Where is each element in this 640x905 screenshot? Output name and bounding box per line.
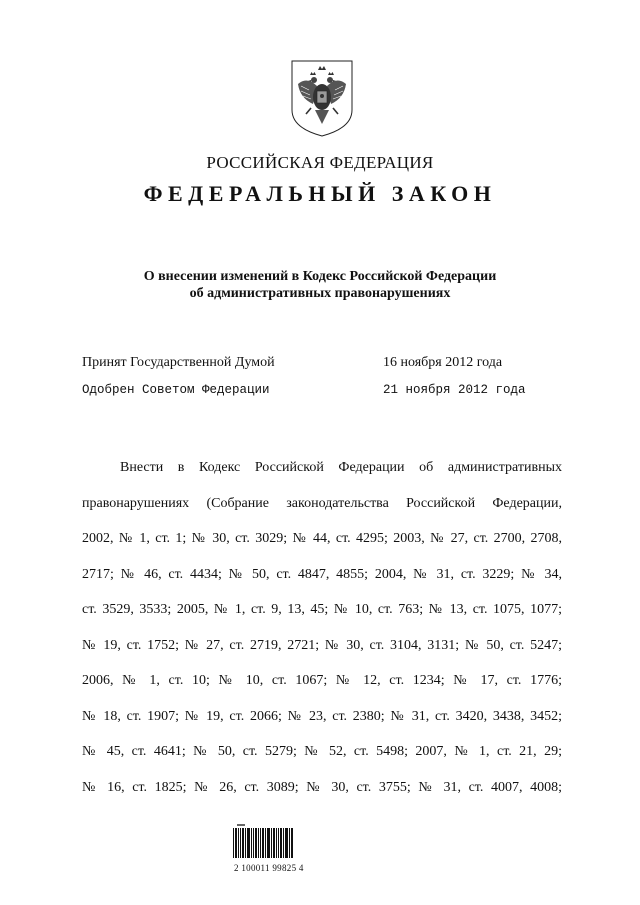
- document-type-title: ФЕДЕРАЛЬНЫЙ ЗАКОН: [143, 181, 497, 206]
- council-approval-label: Одобрен Советом Федерации: [82, 383, 270, 397]
- country-title: РОССИЙСКАЯ ФЕДЕРАЦИЯ: [206, 153, 434, 172]
- law-body-text: [82, 455, 562, 810]
- duma-adoption-label: Принят Государственной Думой: [82, 355, 275, 370]
- body-line: № 45, ст. 4641; № 50, ст. 5279; № 52, ст. 5498; 2007, № 1, ст. 21, 29;: [82, 744, 562, 759]
- law-subject-line: О внесении изменений в Кодекс Российской Федерации: [143, 269, 497, 284]
- law-subject-line: об административных правонарушениях: [189, 286, 451, 301]
- barcode-number: 2 100011 99825 4: [234, 863, 304, 873]
- body-line: ст. 3529, 3533; 2005, № 1, ст. 9, 13, 45; № 10, ст. 763; № 13, ст. 1075, 1077;: [82, 602, 562, 617]
- body-line: 2717; № 46, ст. 4434; № 50, ст. 4847, 4855; 2004, № 31, ст. 3229; № 34,: [82, 566, 562, 582]
- duma-adoption-date: 16 ноября 2012 года: [383, 355, 503, 370]
- body-line: № 18, ст. 1907; № 19, ст. 2066; № 23, ст. 2380; № 31, ст. 3420, 3438, 3452;: [82, 708, 562, 724]
- law-subject: [0, 268, 640, 302]
- body-line: Внести в Кодекс Российской Федерации об административных: [120, 460, 562, 475]
- body-line: № 19, ст. 1752; № 27, ст. 2719, 2721; № 30, ст. 3104, 3131; № 50, ст. 5247;: [82, 637, 562, 653]
- council-approval-date: 21 ноября 2012 года: [383, 383, 526, 397]
- body-line: № 16, ст. 1825; № 26, ст. 3089; № 30, ст. 3755; № 31, ст. 4007, 4008;: [82, 779, 562, 795]
- body-line: правонарушениях (Собрание законодательства Российской Федерации,: [82, 495, 562, 511]
- barcode-icon: [233, 822, 293, 858]
- body-line: 2006, № 1, ст. 10; № 10, ст. 1067; № 12, ст. 1234; № 17, ст. 1776;: [82, 673, 562, 688]
- coat-of-arms-icon: [289, 58, 355, 138]
- body-line: 2002, № 1, ст. 1; № 30, ст. 3029; № 44, ст. 4295; 2003, № 27, ст. 2700, 2708,: [82, 531, 562, 546]
